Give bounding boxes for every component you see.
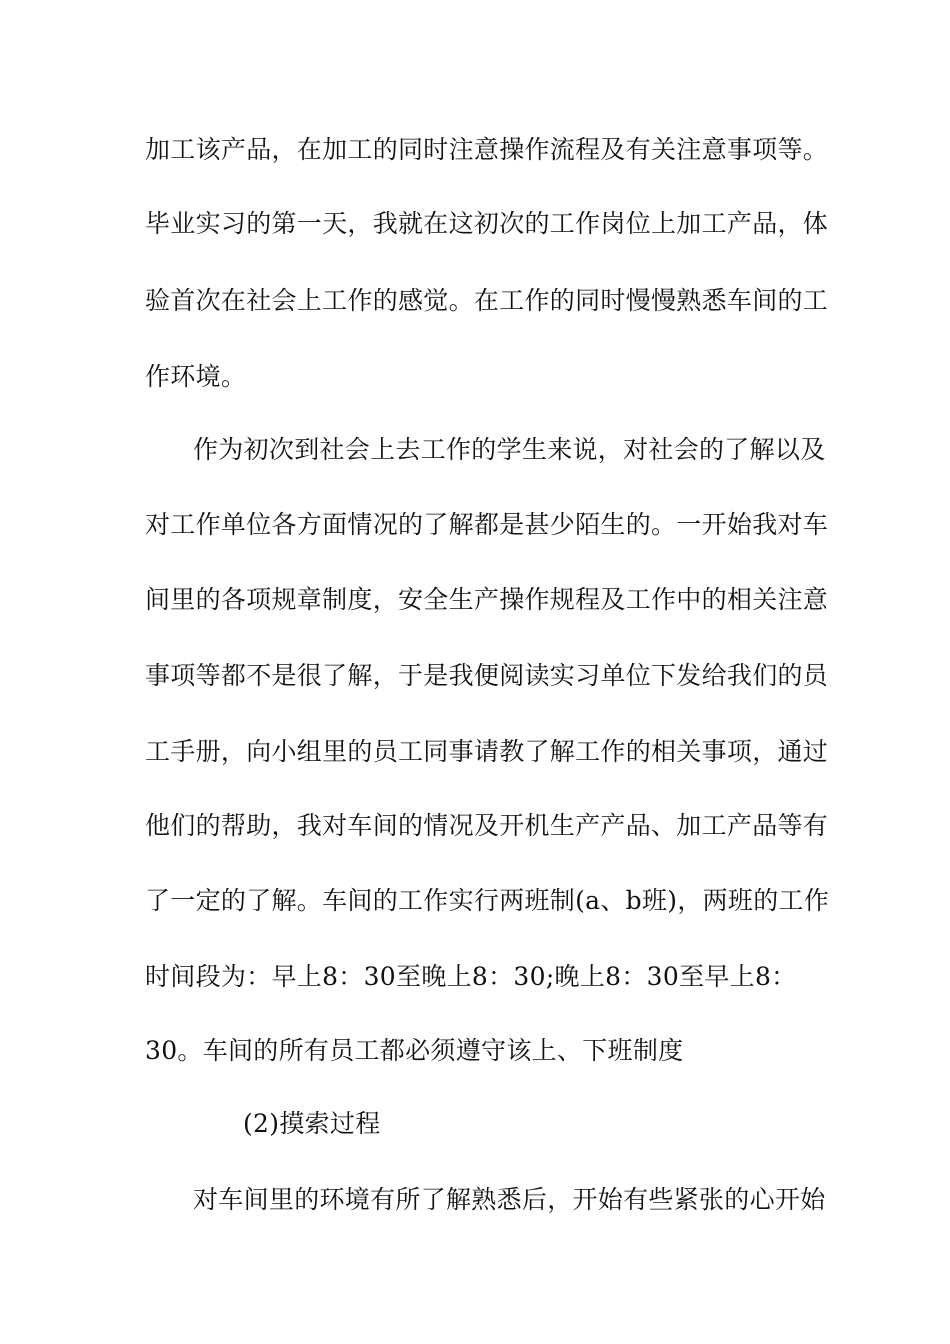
paragraph-first-line: 作为初次到社会上去工作的学生来说，对社会的了解以及 xyxy=(193,435,826,464)
text-line: 验首次在社会上工作的感觉。在工作的同时慢慢熟悉车间的工 xyxy=(145,286,829,315)
text-line: 加工该产品，在加工的同时注意操作流程及有关注意事项等。 xyxy=(145,135,829,164)
text-line: 作环境。 xyxy=(145,362,247,391)
text-line: 时间段为：早上8：30至晚上8：30;晚上8：30至早上8： xyxy=(145,962,797,991)
text-line: 工手册，向小组里的员工同事请教了解工作的相关事项，通过 xyxy=(145,737,829,766)
paragraph-first-line: 对车间里的环境有所了解熟悉后，开始有些紧张的心开始 xyxy=(193,1185,826,1214)
section-heading: (2)摸索过程 xyxy=(243,1109,381,1138)
text-line: 间里的各项规章制度，安全生产操作规程及工作中的相关注意 xyxy=(145,585,829,614)
text-line: 他们的帮助，我对车间的情况及开机生产产品、加工产品等有 xyxy=(145,811,829,840)
text-line: 事项等都不是很了解，于是我便阅读实习单位下发给我们的员 xyxy=(145,661,829,690)
text-line: 了一定的了解。车间的工作实行两班制(a、b班)，两班的工作 xyxy=(145,886,830,915)
text-line: 对工作单位各方面情况的了解都是甚少陌生的。一开始我对车 xyxy=(145,510,829,539)
text-line: 毕业实习的第一天，我就在这初次的工作岗位上加工产品，体 xyxy=(145,209,829,238)
text-line: 30。车间的所有员工都必须遵守该上、下班制度 xyxy=(145,1036,684,1065)
